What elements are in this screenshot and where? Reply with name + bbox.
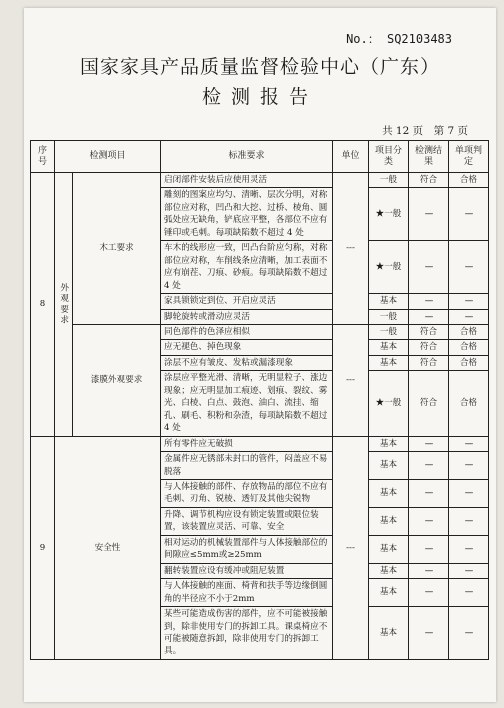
cat-cell: 基本 bbox=[369, 294, 409, 309]
judge-cell: 合格 bbox=[449, 355, 489, 370]
group-cell: 外观要求 bbox=[55, 173, 73, 437]
result-cell: ---- bbox=[409, 452, 449, 480]
result-cell: ---- bbox=[409, 535, 449, 563]
seq-cell: 9 bbox=[31, 436, 55, 659]
cat-cell: 基本 bbox=[369, 340, 409, 355]
cat-cell: 基本 bbox=[369, 355, 409, 370]
table-header-row bbox=[31, 141, 489, 173]
center-title: 国家家具产品质量监督检验中心（广东） bbox=[79, 56, 440, 78]
result-cell: ---- bbox=[409, 188, 449, 241]
req-cell: 与人体接触的座面、椅背和扶手等边缘倒圆角的半径应不小于2mm bbox=[161, 579, 333, 607]
judge-cell: 合格 bbox=[449, 324, 489, 339]
judge-cell: ---- bbox=[449, 579, 489, 607]
cat-cell: 基本 bbox=[369, 436, 409, 451]
cat-cell: 基本 bbox=[369, 479, 409, 507]
req-cell: 涂层应平整光滑、清晰，无明显粒子、涨边现象；应无明显加工痕迹、划痕、裂纹、雾光、白棱、白点、鼓泡、油白、流挂、缩孔、刷毛、积粉和杂渣，每项缺陷数不超过 4 处 bbox=[161, 371, 333, 436]
judge-cell: ---- bbox=[449, 452, 489, 480]
cat-cell: ★一般 bbox=[369, 188, 409, 241]
seq-cell: 8 bbox=[31, 173, 55, 437]
cat-cell: 一般 bbox=[369, 309, 409, 324]
req-cell: 同色部件的色泽应相似 bbox=[161, 324, 333, 339]
judge-cell: 合格 bbox=[449, 340, 489, 355]
col-judge: 单项判定 bbox=[449, 141, 489, 173]
report-title: 检测报告 bbox=[201, 86, 318, 108]
result-cell: ---- bbox=[409, 241, 449, 294]
unit-cell: --- bbox=[333, 436, 369, 659]
report-number: No.： SQ2103483 bbox=[346, 32, 452, 46]
req-cell: 升降、调节机构应设有锁定装置或限位装置，该装置应灵活、可靠、安全 bbox=[161, 507, 333, 535]
cat-cell: ★一般 bbox=[369, 241, 409, 294]
result-cell: ---- bbox=[409, 479, 449, 507]
req-cell: 涂层不应有皱皮、发粘或漏漆现象 bbox=[161, 355, 333, 370]
req-cell: 金属件应无锈部未封口的管件，闷盖应不易脱落 bbox=[161, 452, 333, 480]
item-cell: 木工要求 bbox=[73, 173, 161, 325]
result-cell: 符合 bbox=[409, 355, 449, 370]
req-cell: 翻转装置应设有缓冲或阻尼装置 bbox=[161, 563, 333, 578]
judge-cell: ---- bbox=[449, 535, 489, 563]
item-cell: 安全性 bbox=[55, 436, 161, 659]
judge-cell: ---- bbox=[449, 507, 489, 535]
judge-cell: ---- bbox=[449, 294, 489, 309]
result-cell: 符合 bbox=[409, 340, 449, 355]
table-row bbox=[31, 436, 489, 451]
judge-cell: ---- bbox=[449, 607, 489, 660]
col-req: 标准要求 bbox=[161, 141, 333, 173]
result-cell: ---- bbox=[409, 607, 449, 660]
result-cell: 符合 bbox=[409, 324, 449, 339]
judge-cell: ---- bbox=[449, 241, 489, 294]
col-cat: 项目分类 bbox=[369, 141, 409, 173]
cat-cell: ★一般 bbox=[369, 371, 409, 436]
cat-cell: 基本 bbox=[369, 452, 409, 480]
req-cell: 与人体接触的部件、存放物品的部位不应有毛刺、刃角、锐棱、透钉及其他尖锐物 bbox=[161, 479, 333, 507]
result-cell: ---- bbox=[409, 563, 449, 578]
judge-cell: ---- bbox=[449, 309, 489, 324]
req-cell: 某些可能造成伤害的部件，应不可能被接触到，除非使用专门的拆卸工具。课桌椅应不可能被随意拆卸，除非使用专门的拆卸工具。 bbox=[161, 607, 333, 660]
req-cell: 车木的线形应一致，凹凸台阶应匀称，对称部位应对称，车削线条应清晰，加工表面不应有崩茬、刀痕、砂痕。每项缺陷数不超过 4 处 bbox=[161, 241, 333, 294]
req-cell: 启闭部件安装后应使用灵活 bbox=[161, 173, 333, 188]
col-unit: 单位 bbox=[333, 141, 369, 173]
result-cell: ---- bbox=[409, 436, 449, 451]
result-cell: 符合 bbox=[409, 173, 449, 188]
req-cell: 所有零件应无破损 bbox=[161, 436, 333, 451]
table-row bbox=[31, 324, 489, 339]
req-cell: 雕刻的图案应均匀、清晰、层次分明，对称部位应对称，凹凸和大挖、过桥、棱角、圆弧处应无缺角，铲底应平整，各部位不应有锤印或毛刺。每项缺陷数不超过 4 处 bbox=[161, 188, 333, 241]
item-cell: 漆膜外观要求 bbox=[73, 324, 161, 436]
result-cell: ---- bbox=[409, 507, 449, 535]
req-cell: 家具锁锁定到位、开启应灵活 bbox=[161, 294, 333, 309]
col-seq: 序号 bbox=[31, 141, 55, 173]
report-page bbox=[24, 8, 496, 702]
judge-cell: 合格 bbox=[449, 371, 489, 436]
result-cell: 符合 bbox=[409, 371, 449, 436]
unit-cell: --- bbox=[333, 324, 369, 436]
judge-cell: ---- bbox=[449, 479, 489, 507]
cat-cell: 一般 bbox=[369, 173, 409, 188]
judge-cell: ---- bbox=[449, 188, 489, 241]
cat-cell: 基本 bbox=[369, 563, 409, 578]
unit-cell: --- bbox=[333, 173, 369, 325]
inspection-table bbox=[30, 140, 489, 660]
cat-cell: 一般 bbox=[369, 324, 409, 339]
cat-cell: 基本 bbox=[369, 579, 409, 607]
page-indicator: 共 12 页 第 7 页 bbox=[382, 125, 468, 137]
col-result: 检测结果 bbox=[409, 141, 449, 173]
judge-cell: ---- bbox=[449, 563, 489, 578]
judge-cell: 合格 bbox=[449, 173, 489, 188]
req-cell: 脚轮旋转或滑动应灵活 bbox=[161, 309, 333, 324]
cat-cell: 基本 bbox=[369, 507, 409, 535]
req-cell: 应无褪色、掉色现象 bbox=[161, 340, 333, 355]
req-cell: 相对运动的机械装置部件与人体接触部位的间隙应≤5mm或≥25mm bbox=[161, 535, 333, 563]
table-row bbox=[31, 173, 489, 188]
result-cell: ---- bbox=[409, 294, 449, 309]
result-cell: ---- bbox=[409, 309, 449, 324]
judge-cell: ---- bbox=[449, 436, 489, 451]
cat-cell: 基本 bbox=[369, 535, 409, 563]
result-cell: ---- bbox=[409, 579, 449, 607]
col-item: 检测项目 bbox=[55, 141, 161, 173]
cat-cell: 基本 bbox=[369, 607, 409, 660]
